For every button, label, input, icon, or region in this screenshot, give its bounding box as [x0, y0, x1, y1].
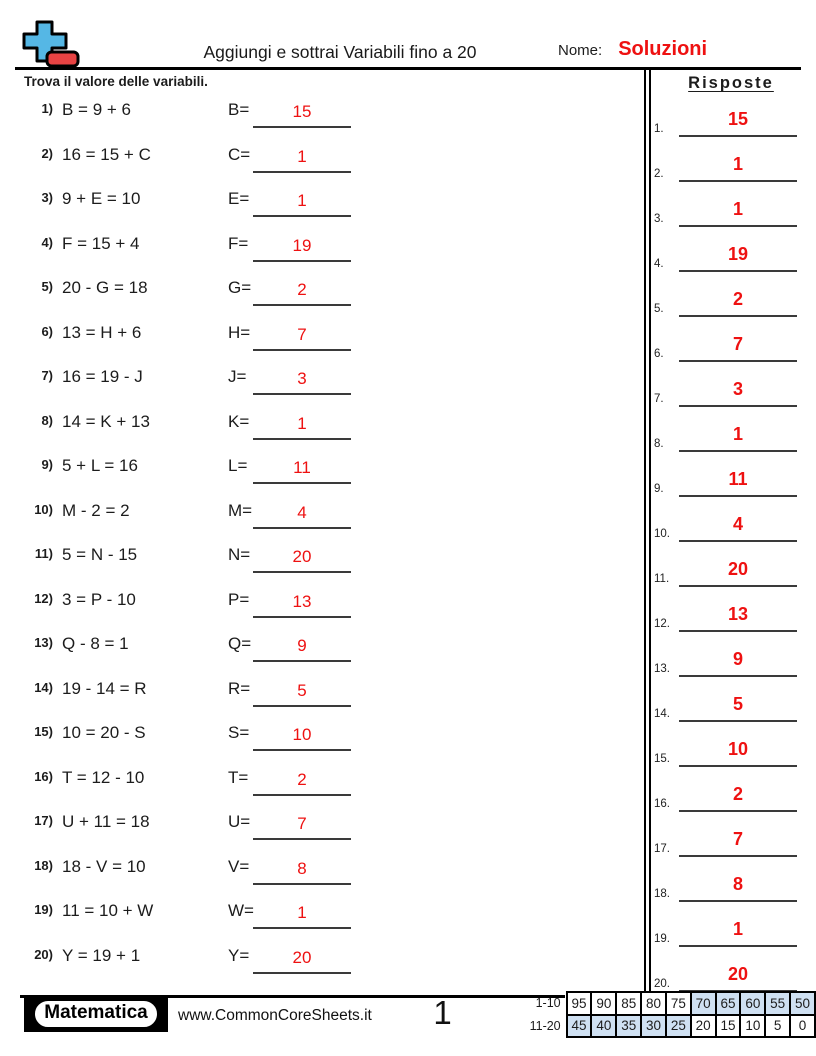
grading-score-cell: 10	[740, 1015, 765, 1038]
answer-number: 18.	[654, 888, 670, 900]
problem-number: 2)	[41, 145, 53, 161]
answer-value: 4	[732, 514, 743, 534]
answer-value: 7	[732, 829, 743, 849]
answer-value: 5	[297, 680, 307, 700]
answer-value: 2	[297, 280, 307, 299]
problem-equation: 16 = 15 + C	[62, 144, 151, 164]
answer-variable-label: L=	[228, 456, 248, 475]
problem-number: 7)	[41, 368, 53, 383]
answer-blank-line	[253, 231, 351, 262]
problem-equation: U + 11 = 18	[62, 812, 150, 831]
answer-blank-line	[679, 420, 797, 452]
problem-equation: F = 15 + 4	[62, 233, 140, 253]
problem-number: 17)	[34, 813, 53, 828]
answer-variable-label: U=	[228, 812, 251, 831]
problem-equation: Y = 19 + 1	[62, 945, 141, 965]
answer-blank-line	[679, 825, 797, 857]
answer-variable-label: R=	[228, 678, 251, 698]
answer-value: 1	[297, 413, 307, 433]
grading-row	[527, 992, 815, 1015]
problem-number: 3)	[41, 190, 53, 205]
problem-row	[15, 366, 643, 398]
problem-equation: 5 + L = 16	[62, 456, 138, 475]
answer-blank-line	[253, 809, 351, 840]
answer-blank-line	[253, 720, 351, 751]
answer-blank-line	[679, 960, 797, 992]
problem-row	[15, 99, 643, 131]
answer-value: 1	[297, 146, 307, 166]
answer-value: 15	[727, 109, 749, 129]
grading-range-label: 1-10	[535, 996, 561, 1011]
answer-variable-label: C=	[228, 144, 251, 164]
grading-score-cell: 15	[716, 1015, 741, 1038]
answer-blank-line	[253, 409, 351, 440]
problem-row	[15, 455, 643, 487]
answer-variable-label: S=	[228, 723, 250, 742]
problem-number: 13)	[34, 635, 53, 650]
problem-equation: 18 - V = 10	[62, 856, 146, 876]
answer-blank-line	[679, 285, 797, 317]
answer-variable-label: N=	[228, 545, 251, 564]
answer-blank-line	[679, 465, 797, 497]
answer-value: 10	[292, 725, 312, 744]
answer-number: 1.	[654, 123, 664, 135]
answer-value: 1	[732, 424, 743, 444]
answer-row	[646, 735, 816, 767]
answer-blank-line	[679, 195, 797, 227]
problem-equation: 14 = K + 13	[62, 411, 150, 431]
answer-blank-line	[679, 240, 797, 272]
answer-row	[646, 645, 816, 677]
answer-value: 1	[732, 199, 743, 219]
grading-score-cell: 35	[616, 1015, 641, 1038]
answer-blank-line	[253, 631, 351, 662]
answer-row	[646, 375, 816, 407]
answer-value: 20	[727, 559, 749, 579]
problem-number: 18)	[34, 857, 53, 873]
answer-value: 1	[732, 919, 743, 939]
answer-value: 13	[727, 604, 749, 624]
grading-score-cell: 50	[790, 992, 815, 1015]
answer-number: 11.	[654, 573, 670, 585]
answer-variable-label: B=	[228, 100, 250, 119]
answer-variable-label: V=	[228, 856, 250, 876]
grading-table	[527, 991, 816, 1038]
brand-label: Matematica	[33, 999, 159, 1029]
problem-equation: 3 = P - 10	[62, 589, 136, 609]
answer-variable-label: H=	[228, 322, 251, 342]
answer-blank-line	[253, 275, 351, 306]
grading-score-cell: 5	[765, 1015, 790, 1038]
answer-blank-line	[253, 542, 351, 573]
grading-score-cell: 45	[567, 1015, 592, 1038]
answer-blank-line	[679, 510, 797, 542]
answer-number: 17.	[654, 843, 670, 855]
answer-number: 12.	[654, 618, 670, 630]
answer-blank-line	[679, 735, 797, 767]
answer-number: 15.	[654, 753, 670, 765]
grading-score-cell: 60	[740, 992, 765, 1015]
answer-value: 7	[732, 334, 743, 354]
answer-value: 15	[292, 102, 312, 121]
answer-blank-line	[679, 150, 797, 182]
problem-number: 11)	[34, 546, 53, 561]
answer-blank-line	[679, 690, 797, 722]
problems-list	[15, 99, 643, 987]
answer-row	[646, 285, 816, 317]
answer-number: 16.	[654, 798, 670, 810]
answer-variable-label: K=	[228, 411, 250, 431]
answer-value: 7	[297, 814, 307, 833]
grading-score-cell: 25	[666, 1015, 691, 1038]
name-row	[558, 38, 707, 61]
answer-value: 19	[727, 244, 749, 264]
answer-row	[646, 600, 816, 632]
answer-variable-label: T=	[228, 767, 249, 787]
answer-row	[646, 825, 816, 857]
answer-blank-line	[679, 915, 797, 947]
answer-blank-line	[253, 676, 351, 707]
answer-value: 2	[297, 769, 307, 789]
answer-row	[646, 330, 816, 362]
grading-score-cell: 80	[641, 992, 666, 1015]
problem-row	[15, 856, 643, 888]
answer-variable-label: W=	[228, 901, 254, 920]
answer-value: 7	[297, 324, 307, 344]
name-label: Nome:	[558, 42, 603, 59]
grading-score-cell: 0	[790, 1015, 815, 1038]
answer-number: 2.	[654, 168, 664, 180]
answer-variable-label: M=	[228, 500, 253, 520]
answer-value: 3	[297, 369, 307, 388]
answer-blank-line	[679, 105, 797, 137]
problem-number: 12)	[34, 590, 53, 606]
answer-variable-label: E=	[228, 189, 250, 208]
answer-blank-line	[253, 97, 351, 128]
problem-number: 5)	[41, 279, 53, 294]
answer-value: 20	[292, 547, 312, 566]
answer-blank-line	[253, 854, 351, 885]
grading-score-cell: 75	[666, 992, 691, 1015]
problem-row	[15, 811, 643, 843]
grading-score-cell: 30	[641, 1015, 666, 1038]
grading-row	[527, 1015, 815, 1038]
answer-row	[646, 150, 816, 182]
answer-blank-line	[253, 587, 351, 618]
answer-row	[646, 240, 816, 272]
problem-equation: B = 9 + 6	[62, 100, 131, 119]
answer-row	[646, 690, 816, 722]
page-number: 1	[433, 994, 452, 1031]
problem-row	[15, 322, 643, 354]
answer-number: 6.	[654, 348, 664, 360]
problem-row	[15, 900, 643, 932]
answer-number: 20.	[654, 978, 670, 990]
problem-number: 15)	[34, 724, 53, 739]
answer-value: 11	[728, 469, 748, 489]
problem-number: 4)	[41, 234, 53, 250]
answer-blank-line	[253, 142, 351, 173]
answer-blank-line	[679, 600, 797, 632]
answer-blank-line	[253, 765, 351, 796]
problem-equation: 10 = 20 - S	[62, 723, 146, 742]
problem-row	[15, 589, 643, 621]
answers-panel	[646, 68, 816, 994]
answer-blank-line	[253, 453, 351, 484]
problem-number: 19)	[34, 902, 53, 917]
problem-equation: Q - 8 = 1	[62, 634, 129, 653]
problem-row	[15, 633, 643, 665]
answer-blank-line	[253, 943, 351, 974]
answer-value: 20	[292, 947, 312, 967]
answer-value: 3	[732, 379, 743, 399]
problem-row	[15, 767, 643, 799]
answer-row	[646, 420, 816, 452]
solutions-text: Soluzioni	[618, 38, 708, 60]
answer-blank-line	[253, 898, 351, 929]
answers-panel-title: Risposte	[688, 74, 774, 92]
problem-equation: 20 - G = 18	[62, 278, 148, 297]
problem-equation: 9 + E = 10	[62, 189, 141, 208]
answer-value: 8	[732, 874, 743, 894]
answer-value: 1	[732, 154, 743, 174]
website-url: www.CommonCoreSheets.it	[178, 1007, 372, 1024]
answer-variable-label: F=	[228, 233, 249, 253]
problem-row	[15, 188, 643, 220]
answer-number: 10.	[654, 528, 670, 540]
answer-row	[646, 195, 816, 227]
answer-blank-line	[253, 364, 351, 395]
problem-equation: M - 2 = 2	[62, 500, 130, 520]
problem-equation: 16 = 19 - J	[62, 367, 143, 386]
answer-number: 5.	[654, 303, 664, 315]
problem-row	[15, 945, 643, 977]
grading-score-cell: 20	[691, 1015, 716, 1038]
problem-equation: T = 12 - 10	[62, 767, 145, 787]
answer-number: 8.	[654, 438, 664, 450]
answer-value: 10	[727, 739, 749, 759]
brand-box	[24, 995, 168, 1032]
answer-row	[646, 870, 816, 902]
problem-row	[15, 500, 643, 532]
grading-score-cell: 65	[716, 992, 741, 1015]
grading-score-cell: 40	[591, 1015, 616, 1038]
answer-blank-line	[253, 320, 351, 351]
worksheet-title: Aggiungi e sottrai Variabili fino a 20	[203, 42, 477, 62]
answer-variable-label: Y=	[228, 945, 250, 965]
grading-score-cell: 55	[765, 992, 790, 1015]
answer-value: 11	[293, 458, 311, 477]
problem-equation: 19 - 14 = R	[62, 678, 147, 698]
answer-row	[646, 555, 816, 587]
grading-score-cell: 85	[616, 992, 641, 1015]
answer-blank-line	[679, 555, 797, 587]
answer-row	[646, 105, 816, 137]
problem-number: 10)	[34, 501, 53, 517]
problem-number: 6)	[41, 323, 53, 339]
answer-value: 5	[732, 694, 743, 714]
answer-value: 2	[732, 784, 743, 804]
instruction-text: Trova il valore delle variabili.	[24, 74, 208, 89]
problem-equation: 13 = H + 6	[62, 322, 142, 342]
answer-value: 8	[297, 858, 307, 878]
answer-value: 9	[297, 636, 307, 655]
answer-row	[646, 915, 816, 947]
answer-value: 1	[297, 191, 307, 210]
answer-value: 1	[297, 903, 307, 922]
answer-row	[646, 510, 816, 542]
answer-number: 7.	[654, 393, 664, 405]
answer-blank-line	[253, 186, 351, 217]
answer-blank-line	[679, 780, 797, 812]
answer-value: 13	[292, 591, 312, 611]
problem-number: 8)	[41, 412, 53, 428]
answer-blank-line	[679, 870, 797, 902]
answer-row	[646, 780, 816, 812]
problem-row	[15, 144, 643, 176]
answer-row	[646, 960, 816, 992]
problem-row	[15, 233, 643, 265]
answer-variable-label: P=	[228, 589, 250, 609]
answer-blank-line	[253, 498, 351, 529]
problem-row	[15, 722, 643, 754]
problem-number: 14)	[34, 679, 53, 695]
answer-value: 2	[732, 289, 743, 309]
problem-number: 20)	[34, 946, 53, 962]
grading-range-label: 11-20	[529, 1018, 561, 1033]
answer-number: 13.	[654, 663, 670, 675]
problem-row	[15, 277, 643, 309]
answer-variable-label: G=	[228, 278, 252, 297]
answer-row	[646, 465, 816, 497]
answer-blank-line	[679, 645, 797, 677]
problem-number: 16)	[34, 768, 53, 784]
grading-score-cell: 90	[591, 992, 616, 1015]
problem-row	[15, 678, 643, 710]
answer-number: 14.	[654, 708, 670, 720]
answer-variable-label: Q=	[228, 634, 252, 653]
answer-number: 3.	[654, 213, 664, 225]
problem-row	[15, 544, 643, 576]
problem-number: 1)	[41, 101, 53, 116]
answer-blank-line	[679, 330, 797, 362]
answer-value: 19	[292, 235, 312, 255]
answer-value: 20	[727, 964, 749, 984]
answer-value: 4	[297, 502, 307, 522]
problem-equation: 11 = 10 + W	[62, 901, 154, 920]
answer-number: 4.	[654, 258, 664, 270]
grading-score-cell: 70	[691, 992, 716, 1015]
answer-value: 9	[732, 649, 743, 669]
answer-number: 9.	[654, 483, 664, 495]
answer-blank-line	[679, 375, 797, 407]
problem-row	[15, 411, 643, 443]
answer-variable-label: J=	[228, 367, 247, 386]
problem-number: 9)	[41, 457, 53, 472]
grading-score-cell: 95	[567, 992, 592, 1015]
problem-equation: 5 = N - 15	[62, 545, 138, 564]
answer-number: 19.	[654, 933, 670, 945]
